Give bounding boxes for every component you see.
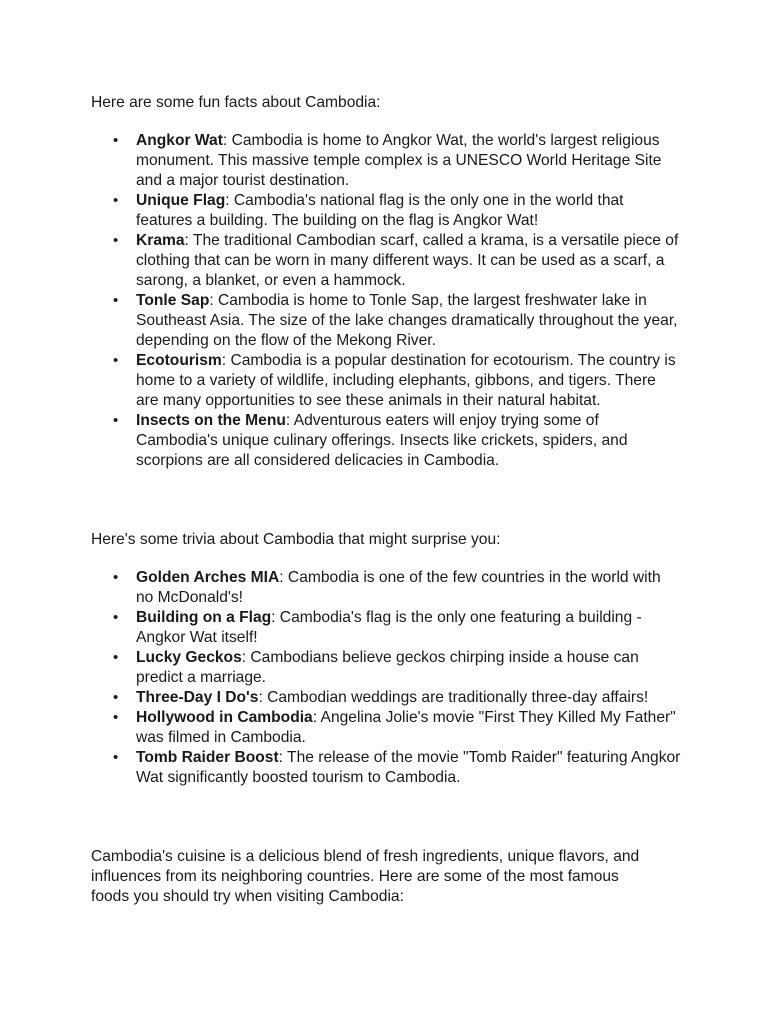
bullet-icon: • bbox=[113, 412, 119, 429]
list-item bbox=[91, 648, 681, 688]
list-item-title: Ecotourism bbox=[136, 352, 222, 369]
list-item-text: : Adventurous eaters will enjoy trying some of Cambodia's unique culinary offerings. Insects like crickets, spiders, and scorpions are all considered delicacies in Cambodia. bbox=[136, 412, 628, 469]
bullet-icon: • bbox=[113, 749, 119, 766]
list-item-title: Lucky Geckos bbox=[136, 649, 242, 666]
list-item bbox=[91, 231, 681, 291]
list-item bbox=[91, 191, 681, 231]
list-item bbox=[91, 351, 681, 411]
list-item-text: : Angelina Jolie's movie "First They Killed My Father" was filmed in Cambodia. bbox=[136, 709, 676, 746]
list-item bbox=[91, 708, 681, 748]
list-item bbox=[91, 608, 681, 648]
list-item bbox=[91, 291, 681, 351]
intro-paragraph-fun-facts: Here are some fun facts about Cambodia: bbox=[91, 94, 381, 111]
bullet-icon: • bbox=[113, 292, 119, 309]
list-item bbox=[91, 748, 681, 788]
list-item bbox=[91, 568, 681, 608]
trivia-list bbox=[91, 568, 691, 788]
list-item bbox=[91, 688, 681, 708]
list-item bbox=[91, 411, 681, 471]
list-item-title: Hollywood in Cambodia bbox=[136, 709, 313, 726]
fun-facts-list bbox=[91, 131, 691, 471]
list-item-title: Tonle Sap bbox=[136, 292, 210, 309]
list-item-text: : The release of the movie "Tomb Raider" featuring Angkor Wat significantly boosted tourism to Cambodia. bbox=[136, 749, 681, 786]
list-item-title: Angkor Wat bbox=[136, 132, 223, 149]
list-item-title: Golden Arches MIA bbox=[136, 569, 280, 586]
intro-paragraph-trivia: Here's some trivia about Cambodia that might surprise you: bbox=[91, 531, 501, 548]
list-item-title: Three-Day I Do's bbox=[136, 689, 259, 706]
list-item-text: : Cambodia's flag is the only one featuring a building - Angkor Wat itself! bbox=[136, 609, 642, 646]
list-item-title: Tomb Raider Boost bbox=[136, 749, 279, 766]
bullet-icon: • bbox=[113, 352, 119, 369]
list-item-text: : Cambodia is home to Tonle Sap, the largest freshwater lake in Southeast Asia. The size of the lake changes dramatically throughout the year, depending on the flow of the Mekong River. bbox=[136, 292, 678, 349]
bullet-icon: • bbox=[113, 709, 119, 726]
bullet-icon: • bbox=[113, 609, 119, 626]
bullet-icon: • bbox=[113, 232, 119, 249]
list-item-text: : Cambodia is one of the few countries in the world with no McDonald's! bbox=[136, 569, 661, 606]
list-item-text: : Cambodians believe geckos chirping inside a house can predict a marriage. bbox=[136, 649, 639, 686]
bullet-icon: • bbox=[113, 689, 119, 706]
list-item-text: : Cambodia is home to Angkor Wat, the world's largest religious monument. This massive temple complex is a UNESCO World Heritage Site and a major tourist destination. bbox=[136, 132, 662, 189]
list-item bbox=[91, 131, 681, 191]
list-item-text: : Cambodian weddings are traditionally three-day affairs! bbox=[258, 689, 649, 706]
list-item-text: : Cambodia's national flag is the only one in the world that features a building. The building on the flag is Angkor Wat! bbox=[136, 192, 624, 229]
bullet-icon: • bbox=[113, 132, 119, 149]
list-item-title: Unique Flag bbox=[136, 192, 226, 209]
list-item-text: : Cambodia is a popular destination for ecotourism. The country is home to a variety of wildlife, including elephants, gibbons, and tigers. There are many opportunities to see these animals in their natural habitat. bbox=[136, 352, 676, 409]
bullet-icon: • bbox=[113, 192, 119, 209]
intro-paragraph-cuisine: Cambodia's cuisine is a delicious blend of fresh ingredients, unique flavors, and influences from its neighboring countries. Here are some of the most famous foods you should try when visiting Cambodia: bbox=[91, 848, 640, 905]
list-item-title: Insects on the Menu bbox=[136, 412, 286, 429]
list-item-title: Krama bbox=[136, 232, 185, 249]
list-item-text: : The traditional Cambodian scarf, called a krama, is a versatile piece of clothing that can be worn in many different ways. It can be used as a scarf, a sarong, a blanket, or even a hammock. bbox=[136, 232, 679, 289]
bullet-icon: • bbox=[113, 569, 119, 586]
list-item-title: Building on a Flag bbox=[136, 609, 272, 626]
bullet-icon: • bbox=[113, 649, 119, 666]
